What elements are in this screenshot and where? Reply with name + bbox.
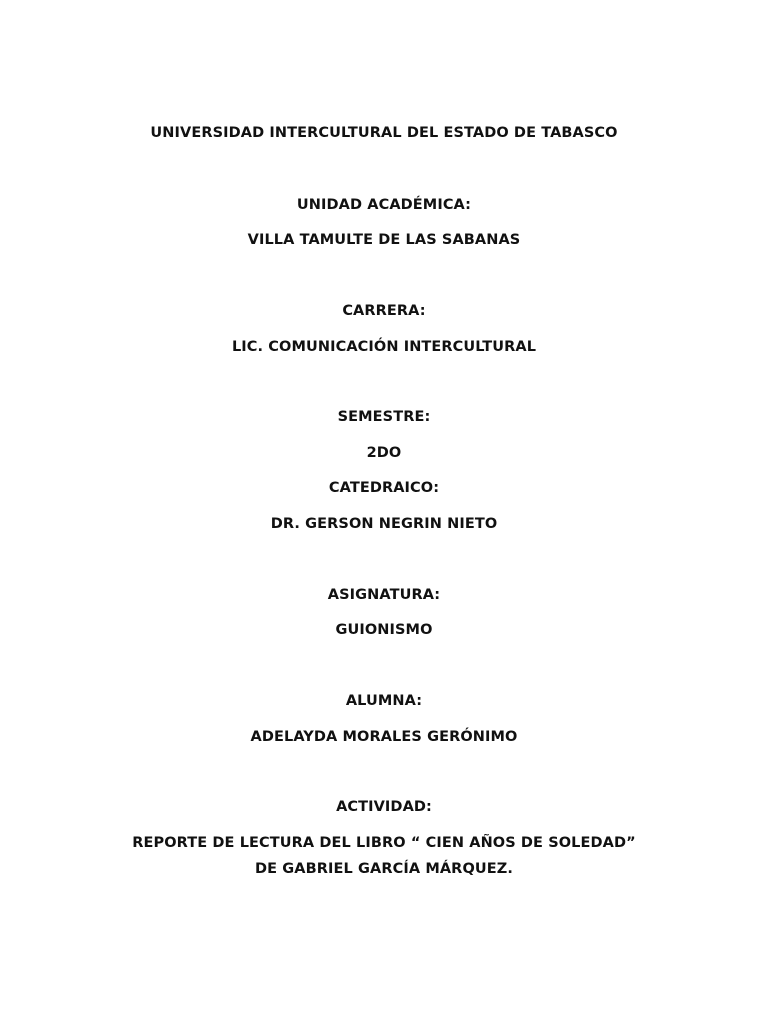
student-value: ADELAYDA MORALES GERÓNIMO: [250, 729, 518, 745]
activity-title-line-1: REPORTE DE LECTURA DEL LIBRO “ CIEN AÑOS DE SOLEDAD”: [132, 835, 636, 851]
academic-unit-value: VILLA TAMULTE DE LAS SABANAS: [247, 232, 521, 248]
career-label: CARRERA:: [342, 303, 426, 319]
activity-title-line-2: DE GABRIEL GARCÍA MÁRQUEZ.: [255, 861, 513, 877]
activity-label: ACTIVIDAD:: [336, 799, 432, 815]
academic-unit-label: UNIDAD ACADÉMICA:: [296, 197, 472, 213]
semester-value: 2DO: [366, 445, 402, 461]
professor-label: CATEDRAICO:: [328, 480, 440, 496]
university-name: UNIVERSIDAD INTERCULTURAL DEL ESTADO DE TABASCO: [150, 125, 618, 141]
semester-label: SEMESTRE:: [337, 409, 431, 425]
subject-value: GUIONISMO: [335, 622, 433, 638]
career-value: LIC. COMUNICACIÓN INTERCULTURAL: [231, 339, 537, 355]
subject-label: ASIGNATURA:: [327, 587, 441, 603]
professor-value: DR. GERSON NEGRIN NIETO: [270, 516, 498, 532]
student-label: ALUMNA:: [345, 693, 423, 709]
